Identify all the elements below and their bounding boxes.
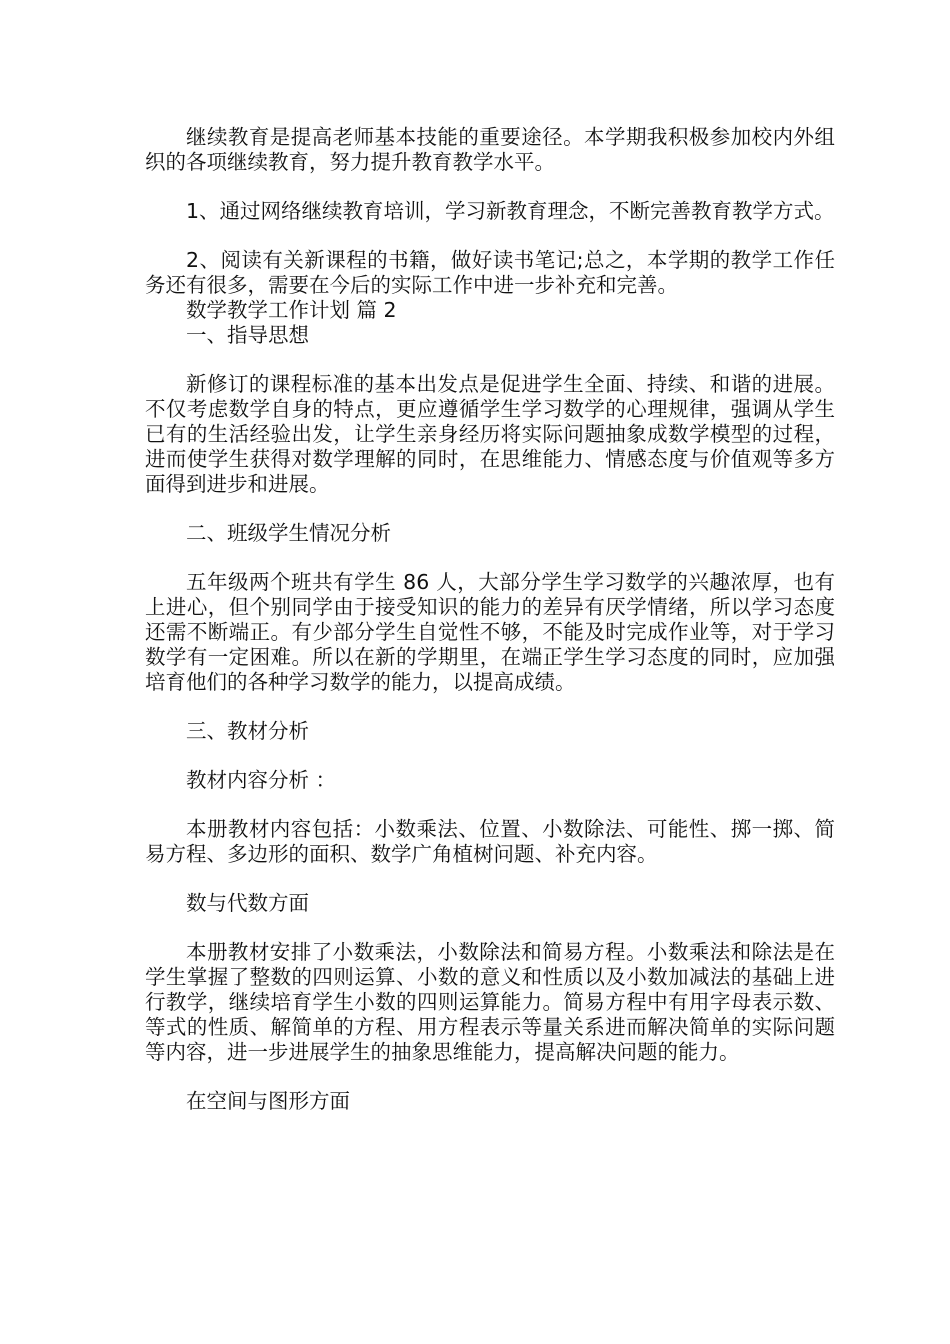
heading-textbook-content: 教材内容分析 ：	[186, 768, 337, 792]
paragraph-textbook-content: 本册教材内容包括：小数乘法、位置、小数除法、可能性、掷一掷、简易方程、多边形的面积、数学广角植树问题、补充内容。	[145, 817, 835, 866]
heading-guiding-thought: 一、指导思想	[186, 323, 309, 347]
paragraph-class-analysis: 五年级两个班共有学生 86 人，大部分学生学习数学的兴趣浓厚，也有上进心，但个别同学由于接受知识的能力的差异有厌学情绪，所以学习态度还需不断端正。有少部分学生自觉性不够，不能及时完成作业等，对于学习数学有一定困难。所以在新的学期里，在端正学生学习态度的同时，应加强培育他们的各种学习数学的能力，以提高成绩。	[145, 570, 835, 694]
section-title-plan-2: 数学教学工作计划 篇 2	[186, 298, 397, 322]
heading-class-analysis: 二、班级学生情况分析	[186, 521, 391, 545]
heading-number-algebra: 数与代数方面	[186, 891, 309, 915]
paragraph-guiding-thought: 新修订的课程标准的基本出发点是促进学生全面、持续、和谐的进展。不仅考虑数学自身的特点，更应遵循学生学习数学的心理规律，强调从学生已有的生活经验出发，让学生亲身经历将实际问题抽象成数学模型的过程，进而使学生获得对数学理解的同时，在思维能力、情感态度与价值观等多方面得到进步和进展。	[145, 372, 835, 496]
document-body	[145, 125, 835, 1114]
paragraph-number-algebra: 本册教材安排了小数乘法，小数除法和简易方程。小数乘法和除法是在学生掌握了整数的四则运算、小数的意义和性质以及小数加减法的基础上进行教学，继续培育学生小数的四则运算能力。简易方程中有用字母表示数、等式的性质、解简单的方程、用方程表示等量关系进而解决简单的实际问题等内容，进一步进展学生的抽象思维能力，提高解决问题的能力。	[145, 940, 835, 1064]
heading-textbook-analysis: 三、教材分析	[186, 719, 309, 743]
paragraph-item-1: 1、通过网络继续教育培训，学习新教育理念，不断完善教育教学方式。	[186, 199, 835, 223]
paragraph-continuing-education: 继续教育是提高老师基本技能的重要途径。本学期我积极参加校内外组织的各项继续教育，努力提升教育教学水平。	[145, 125, 835, 174]
heading-space-geometry: 在空间与图形方面	[186, 1089, 350, 1113]
paragraph-item-2: 2、阅读有关新课程的书籍，做好读书笔记;总之，本学期的教学工作任务还有很多，需要在今后的实际工作中进一步补充和完善。	[145, 248, 835, 297]
